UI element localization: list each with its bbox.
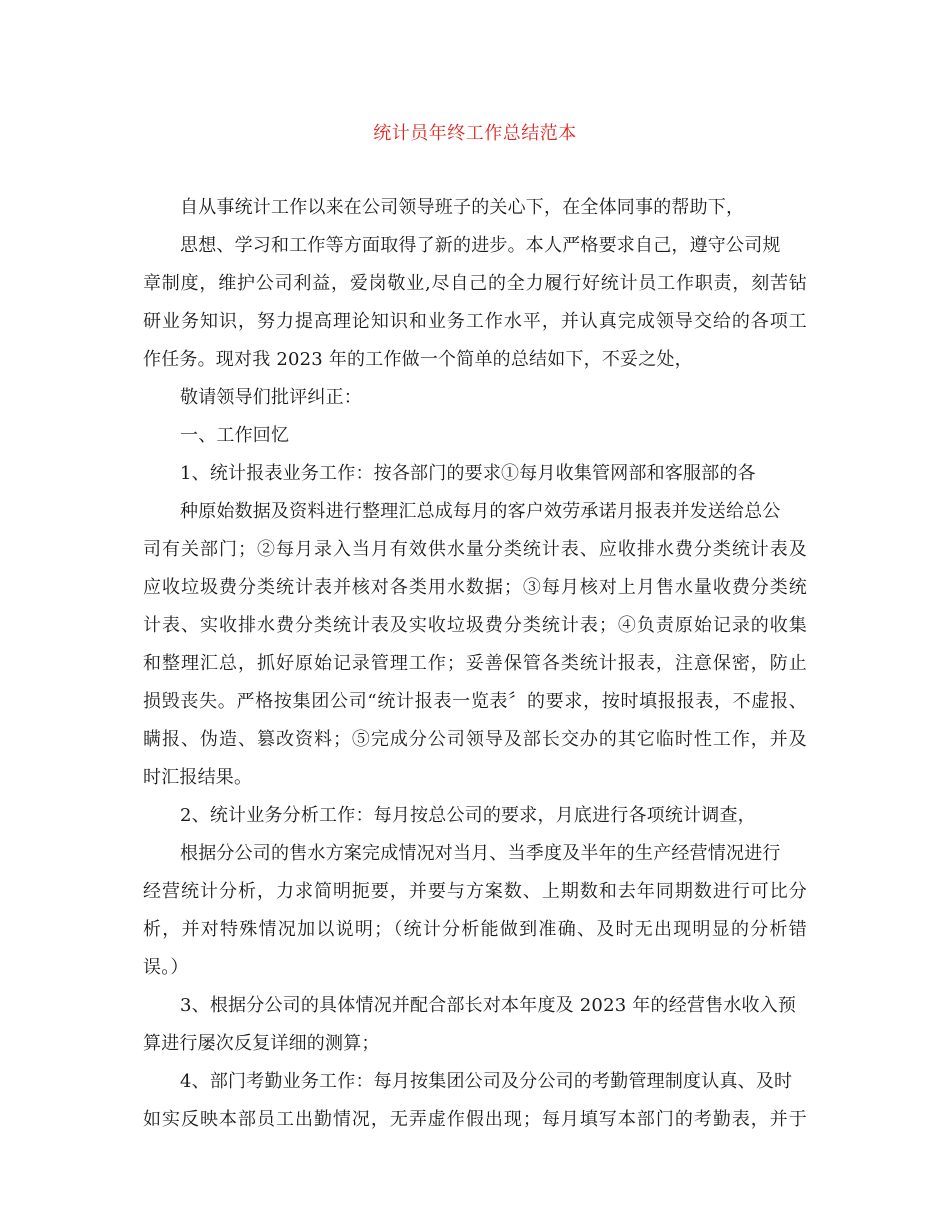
paragraph-line: 种原始数据及资料进行整理汇总成每月的客户效劳承诺月报表并发送给总公	[180, 501, 781, 522]
paragraph-line: 析，并对特殊情况加以说明；（统计分析能做到准确、及时无出现明显的分析错	[143, 919, 807, 940]
paragraph-line: 3、根据分公司的具体情况并配合部长对本年度及 2023 年的经营售水收入预	[180, 995, 797, 1016]
document-title: 统计员年终工作总结范本	[373, 123, 577, 144]
paragraph-line: 计表、实收排水费分类统计表及实收垃圾费分类统计表；④负责原始记录的收集	[143, 615, 807, 636]
paragraph-line: 误。）	[143, 957, 189, 978]
paragraph-line: 1、统计报表业务工作：按各部门的要求①每月收集管网部和客服部的各	[180, 463, 756, 484]
paragraph-line: 瞒报、伪造、篡改资料；⑤完成分公司领导及部长交办的其它临时性工作，并及	[143, 729, 807, 750]
paragraph-line: 思想、学习和工作等方面取得了新的进步。本人严格要求自己，遵守公司规	[180, 235, 781, 256]
paragraph-line: 司有关部门；②每月录入当月有效供水量分类统计表、应收排水费分类统计表及	[143, 539, 807, 560]
paragraph-line: 自从事统计工作以来在公司领导班子的关心下，在全体同事的帮助下，	[180, 197, 745, 218]
paragraph-line: 经营统计分析，力求简明扼要，并要与方案数、上期数和去年同期数进行可比分	[143, 881, 807, 902]
paragraph-line: 研业务知识，努力提高理论知识和业务工作水平，并认真完成领导交给的各项工	[143, 311, 807, 332]
paragraph-line: 损毁丧失。严格按集团公司“统计报表一览表〞的要求，按时填报报表，不虚报、	[143, 691, 807, 712]
paragraph-line: 如实反映本部员工出勤情况，无弄虚作假出现；每月填写本部门的考勤表，并于	[143, 1109, 807, 1130]
paragraph-line: 时汇报结果。	[143, 767, 253, 788]
paragraph-line: 应收垃圾费分类统计表并核对各类用水数据；③每月核对上月售水量收费分类统	[143, 577, 807, 598]
section-heading: 一、工作回忆	[180, 425, 290, 446]
paragraph-line: 作任务。现对我 2023 年的工作做一个简单的总结如下，不妥之处，	[143, 349, 693, 370]
paragraph-line: 2、统计业务分析工作：每月按总公司的要求，月底进行各项统计调查，	[180, 805, 756, 826]
paragraph-line: 和整理汇总，抓好原始记录管理工作；妥善保管各类统计报表，注意保密，防止	[143, 653, 807, 674]
paragraph-line: 根据分公司的售水方案完成情况对当月、当季度及半年的生产经营情况进行	[180, 843, 781, 864]
paragraph-line: 敬请领导们批评纠正：	[180, 387, 362, 408]
paragraph-line: 算进行屡次反复详细的测算；	[143, 1033, 380, 1054]
paragraph-line: 4、部门考勤业务工作：每月按集团公司及分公司的考勤管理制度认真、及时	[180, 1071, 793, 1092]
paragraph-line: 章制度，维护公司利益，爱岗敬业,尽自己的全力履行好统计员工作职责，刻苦钻	[143, 273, 807, 294]
